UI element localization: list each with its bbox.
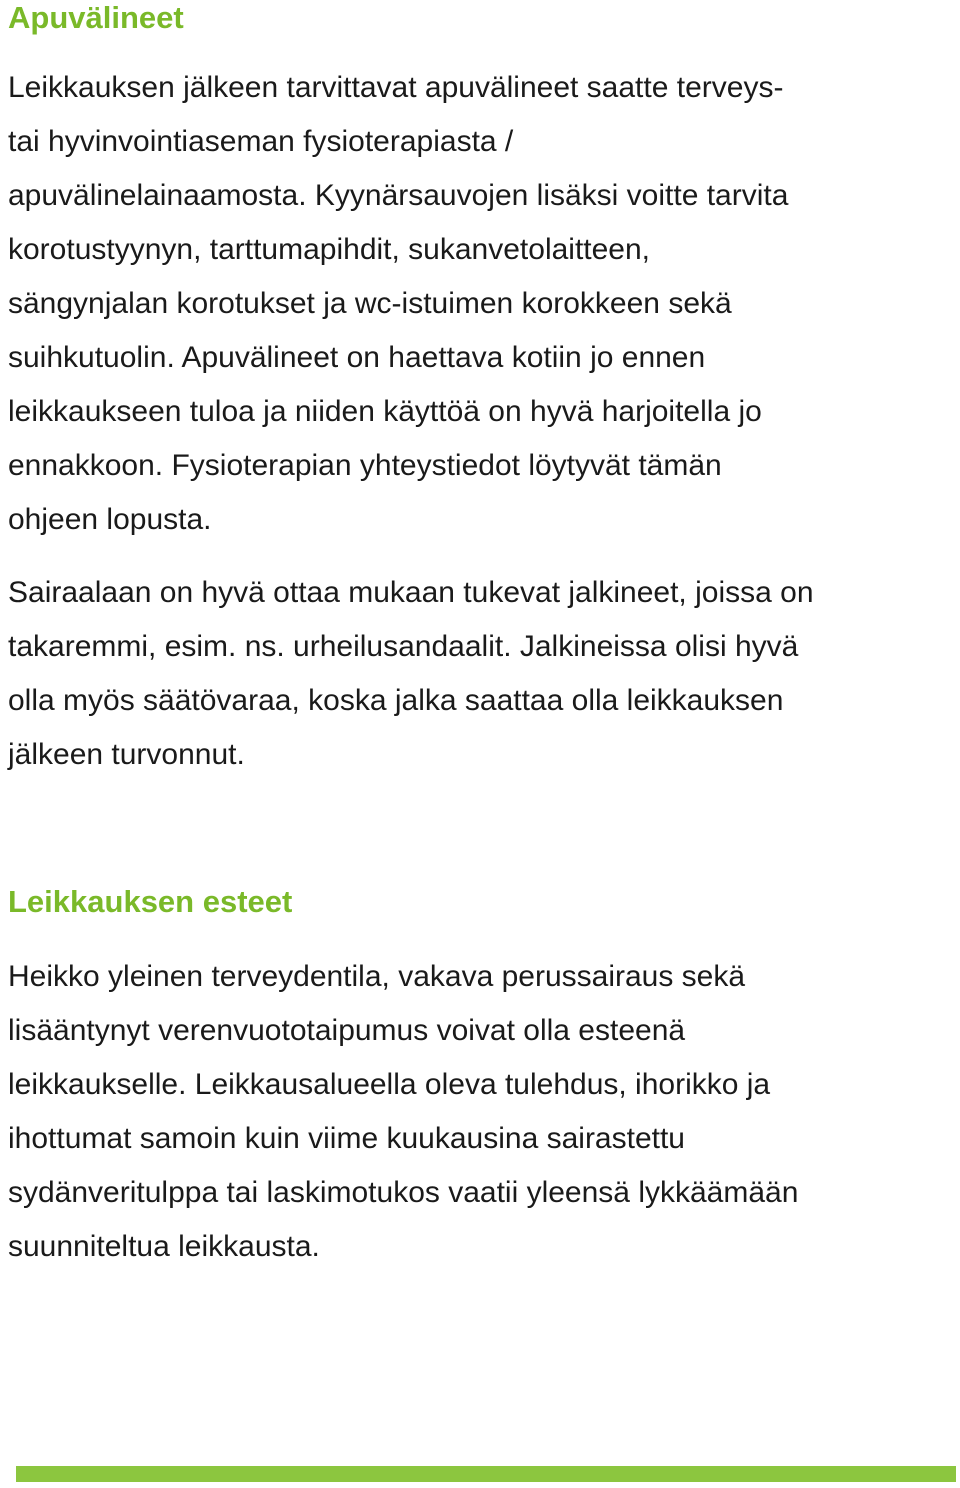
text-line: suihkutuolin. Apuvälineet on haettava kotiin jo ennen (8, 341, 706, 374)
text-line: leikkaukselle. Leikkausalueella oleva tulehdus, ihorikko ja (8, 1068, 771, 1101)
text-line: olla myös säätövaraa, koska jalka saattaa olla leikkauksen (8, 684, 784, 717)
text-line: leikkaukseen tuloa ja niiden käyttöä on hyvä harjoitella jo (8, 395, 762, 428)
paragraph-footwear (8, 566, 948, 782)
text-line: ennakkoon. Fysioterapian yhteystiedot löytyvät tämän (8, 449, 722, 482)
text-line: sydänveritulppa tai laskimotukos vaatii yleensä lykkäämään (8, 1176, 799, 1209)
text-line: tai hyvinvointiaseman fysioterapiasta / (8, 125, 514, 158)
text-line: Heikko yleinen terveydentila, vakava perussairaus sekä (8, 960, 746, 993)
text-line: takaremmi, esim. ns. urheilusandaalit. Jalkineissa olisi hyvä (8, 630, 799, 663)
text-line: jälkeen turvonnut. (8, 738, 245, 771)
text-line: Leikkauksen jälkeen tarvittavat apuvälineet saatte terveys- (8, 71, 784, 104)
text-line: ihottumat samoin kuin viime kuukausina sairastettu (8, 1122, 685, 1155)
text-line: lisääntynyt verenvuototaipumus voivat olla esteenä (8, 1014, 686, 1047)
text-line: Sairaalaan on hyvä ottaa mukaan tukevat jalkineet, joissa on (8, 576, 814, 609)
text-line: apuvälinelainaamosta. Kyynärsauvojen lisäksi voitte tarvita (8, 179, 789, 212)
text-line: korotustyynyn, tarttumapihdit, sukanvetolaitteen, (8, 233, 651, 266)
section-heading-apuvalineet: Apuvälineet (8, 0, 184, 35)
text-line: ohjeen lopusta. (8, 503, 212, 536)
text-line: suunniteltua leikkausta. (8, 1230, 320, 1263)
footer-accent-bar (16, 1466, 956, 1482)
text-line: sängynjalan korotukset ja wc-istuimen korokkeen sekä (8, 287, 732, 320)
paragraph-apuvalineet-intro (8, 61, 948, 547)
paragraph-surgery-obstacles (8, 950, 948, 1274)
section-heading-leikkauksen-esteet: Leikkauksen esteet (8, 884, 293, 919)
